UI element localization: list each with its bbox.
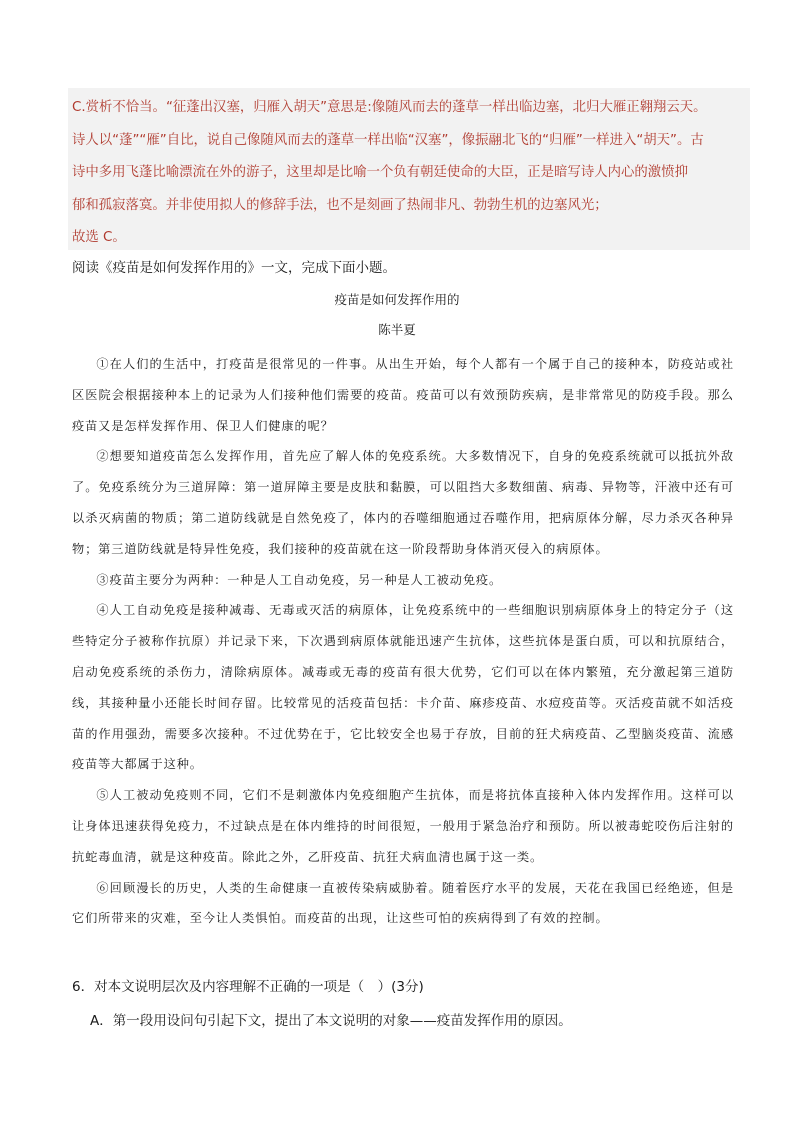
reading-instruction: 阅读《疫苗是如何发挥作用的》一文，完成下面小题。 xyxy=(72,260,396,276)
article-paragraph: ⑥回顾漫长的历史，人类的生命健康一直被传染病威胁着。随着医疗水平的发展，天花在我国已经绝迹，但是它们所带来的灾难，至今让人类惧怕。而疫苗的出现，让这些可怕的疾病得到了有效的控制。 xyxy=(72,880,734,926)
article-paragraph: ①在人们的生活中，打疫苗是很常见的一件事。从出生开始，每个人都有一个属于自己的接种本，防疫站或社区医院会根据接种本上的记录为人们接种他们需要的疫苗。疫苗可以有效预防疾病，是非常常见的防疫手段。那么疫苗又是怎样发挥作用、保卫人们健康的呢？ xyxy=(72,357,734,433)
answer-explanation-box xyxy=(68,88,750,250)
article-paragraph: ④人工自动免疫是接种减毒、无毒或灭活的病原体，让免疫系统中的一些细胞识别病原体身上的特定分子（这些特定分子被称作抗原）并记录下来，下次遇到病原体就能迅速产生抗体，这些抗体是蛋白质，可以和抗原结合，启动免疫系统的杀伤力，清除病原体。减毒或无毒的疫苗有很大优势，它们可以在体内繁殖，充分激起第三道防线，其接种量小还能长时间存留。比较常见的活疫苗包括：卡介苗、麻疹疫苗、水痘疫苗等。灭活疫苗就不如活疫苗的作用强劲，需要多次接种。不过优势在于，它比较安全也易于存放，目前的狂犬病疫苗、乙型脑炎疫苗、流感疫苗等大都属于这种。 xyxy=(72,603,734,772)
answer-line: 诗中多用飞蓬比喻漂流在外的游子，这里却是比喻一个负有朝廷使命的大臣，正是暗写诗人内心的激愤抑 xyxy=(72,165,688,180)
answer-line: 郁和孤寂落寞。并非使用拟人的修辞手法，也不是刻画了热闹非凡、勃勃生机的边塞风光； xyxy=(72,197,608,213)
answer-line: C.赏析不恰当。“征蓬出汉塞，归雁入胡天”意思是:像随风而去的蓬草一样出临边塞，北归大雁正翱翔云天。 xyxy=(72,100,707,115)
question-stem: 6．对本文说明层次及内容理解不正确的一项是（ ）(3分) xyxy=(72,979,424,995)
article-title: 疫苗是如何发挥作用的 xyxy=(334,292,460,307)
article-paragraph: ②想要知道疫苗怎么发挥作用，首先应了解人体的免疫系统。大多数情况下，自身的免疫系统就可以抵抗外敌了。免疫系统分为三道屏障：第一道屏障主要是皮肤和黏膜，可以阻挡大多数细菌、病毒、异物等，汗液中还有可以杀灭病菌的物质；第二道防线就是自然免疫了，体内的吞噬细胞通过吞噬作用，把病原体分解，尽力杀灭各种异物；第三道防线就是特异性免疫，我们接种的疫苗就在这一阶段帮助身体消灭侵入的病原体。 xyxy=(72,449,734,556)
article-paragraph: ⑤人工被动免疫则不同，它们不是刺激体内免疫细胞产生抗体，而是将抗体直接种入体内发挥作用。这样可以让身体迅速获得免疫力，不过缺点是在体内维持的时间很短，一般用于紧急治疗和预防。所以被毒蛇咬伤后注射的抗蛇毒血清，就是这种疫苗。除此之外，乙肝疫苗、抗狂犬病血清也属于这一类。 xyxy=(72,788,734,864)
article-author: 陈半夏 xyxy=(378,322,416,337)
article-paragraph: ③疫苗主要分为两种：一种是人工自动免疫，另一种是人工被动免疫。 xyxy=(96,572,503,587)
answer-line: 诗人以“蓬”“雁”自比，说自己像随风而去的蓬草一样出临“汉塞”，像振翮北飞的“归雁”一样进入“胡天”。古 xyxy=(72,132,704,148)
answer-line: 故选 C。 xyxy=(72,230,126,245)
question-option-a: A．第一段用设问句引起下文，提出了本文说明的对象——疫苗发挥作用的原因。 xyxy=(90,1013,572,1029)
article-body xyxy=(72,349,734,934)
